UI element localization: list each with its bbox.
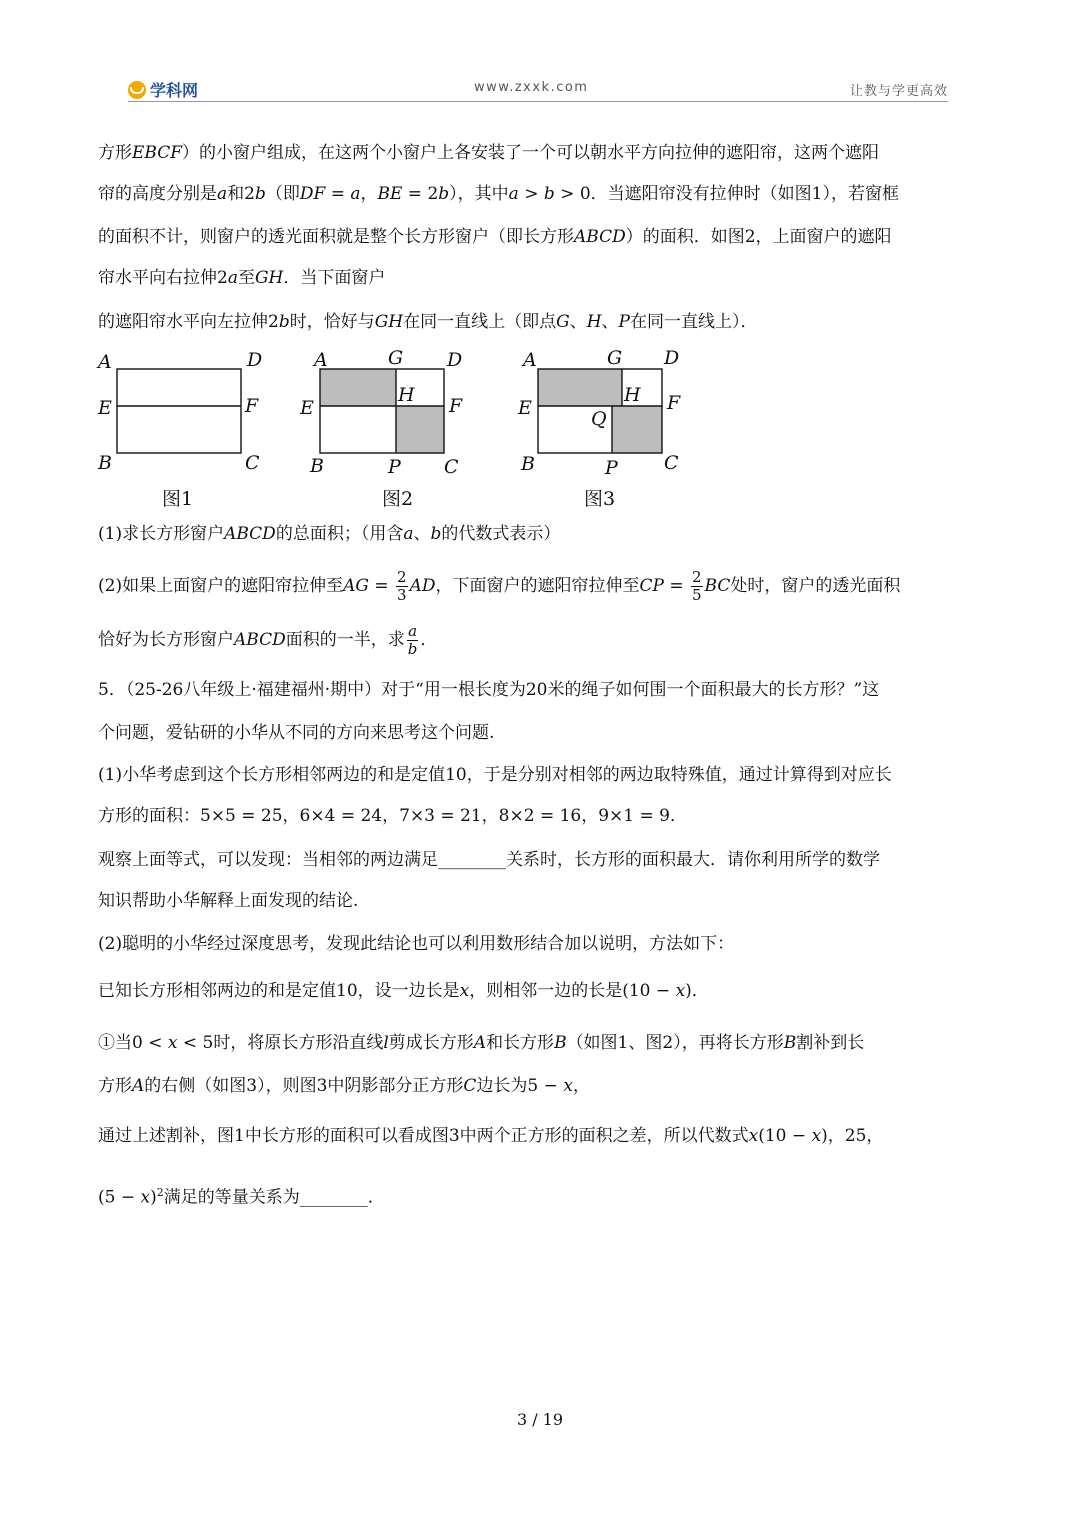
label-H: H — [398, 384, 415, 406]
label-A: A — [98, 351, 112, 373]
label-C: C — [664, 452, 679, 474]
text-line: 的面积不计，则窗户的透光面积就是整个长方形窗户（即长方形ABCD）的面积．如图2，上面窗户的遮阳 — [98, 227, 892, 247]
problem-5-line: (2)聪明的小华经过深度思考，发现此结论也可以利用数形结合加以说明，方法如下： — [98, 934, 735, 954]
fraction: $\frac{a}{b}$ — [407, 622, 418, 658]
figure-1-caption: 图1 — [162, 488, 194, 510]
figure-3 — [516, 342, 696, 481]
label-E: E — [300, 397, 314, 419]
slogan: 让教与学更高效 — [849, 84, 948, 99]
label-D: D — [447, 349, 463, 371]
logo — [128, 78, 198, 101]
figure-3-caption: 图3 — [584, 488, 616, 510]
label-D: D — [247, 349, 263, 371]
logo-icon — [128, 81, 146, 99]
label-C: C — [245, 452, 260, 472]
logo-text: 学科网 — [150, 81, 199, 100]
label-Q: Q — [591, 408, 607, 430]
question-1: (1)求长方形窗户ABCD的总面积；（用含a、b的代数式表示） — [98, 524, 561, 544]
problem-5-line: 方形的面积：5×5 = 25，6×4 = 24，7×3 = 21，8×2 = 16，9×1 = 9． — [98, 806, 687, 826]
figure-2 — [298, 342, 478, 481]
text-line: 帘的高度分别是a和2b（即DF = a，BE = 2b），其中a > b > 0．当遮阳帘没有拉伸时（如图1），若窗框 — [98, 184, 899, 204]
problem-5-line: 5．（25-26八年级上·福建福州·期中）对于“用一根长度为20米的绳子如何围一个面积最大的长方形？”这 — [98, 680, 880, 700]
label-F: F — [245, 395, 259, 417]
problem-5-line: 知识帮助小华解释上面发现的结论. — [98, 891, 359, 911]
label-D: D — [664, 347, 680, 369]
label-B: B — [521, 453, 535, 475]
problem-5-line: 个问题，爱钻研的小华从不同的方向来思考这个问题. — [98, 723, 495, 743]
problem-5-line: (1)小华考虑到这个长方形相邻两边的和是定值10，于是分别对相邻的两边取特殊值，通过计算得到对应长 — [98, 765, 892, 785]
label-G: G — [607, 347, 623, 369]
page-header — [128, 76, 948, 102]
problem-5-line: ①当0 < x < 5时，将原长方形沿直线l剪成长方形A和长方形B（如图1、图2），再将长方形B割补到长 — [98, 1033, 865, 1053]
fraction: $\frac{2}{3}$ — [397, 568, 407, 604]
problem-5-line: 已知长方形相邻两边的和是定值10，设一边长是x，则相邻一边的长是(10 − x)． — [98, 981, 709, 1001]
site-url: www.zxxk.com — [474, 80, 589, 95]
label-C: C — [444, 456, 459, 477]
text-line: 帘水平向右拉伸2a至GH．当下面窗户 — [98, 268, 386, 288]
label-P: P — [388, 456, 401, 477]
label-B: B — [98, 452, 112, 472]
figure-2-caption: 图2 — [382, 488, 414, 510]
header-divider — [128, 101, 948, 102]
label-E: E — [518, 397, 532, 419]
problem-5-line: 观察上面等式，可以发现：当相邻的两边满足________关系时，长方形的面积最大．请你利用所学的数学 — [98, 850, 880, 870]
label-H: H — [624, 384, 641, 406]
label-A: A — [523, 349, 537, 371]
fraction: $\frac{2}{5}$ — [692, 568, 702, 604]
label-F: F — [449, 395, 463, 417]
question-2: (2)如果上面窗户的遮阳帘拉伸至AG = $\frac{2}{3}$ AD，下面窗户的遮阳帘拉伸至CP = $\frac{2}{5}$ BC处时，窗户的透光面积 — [98, 568, 901, 604]
label-B: B — [310, 455, 324, 477]
problem-5-line: $(5 - x)^2$满足的等量关系为________． — [98, 1186, 385, 1208]
question-2-cont: 恰好为长方形窗户ABCD面积的一半，求 $\frac{a}{b}$ ． — [98, 622, 438, 658]
text-line: 的遮阳帘水平向左拉伸2b时，恰好与GH在同一直线上（即点G、H、P在同一直线上）． — [98, 312, 758, 332]
label-E: E — [98, 397, 112, 419]
text-line: 方形EBCF）的小窗户组成，在这两个小窗户上各安装了一个可以朝水平方向拉伸的遮阳帘，这两个遮阳 — [98, 143, 880, 163]
label-G: G — [388, 347, 404, 369]
problem-5-line: 通过上述割补，图1中长方形的面积可以看成图3中两个正方形的面积之差，所以代数式x(10 − x)，25， — [98, 1126, 884, 1146]
label-P: P — [605, 457, 618, 477]
label-A: A — [314, 349, 328, 371]
page-number: 3 / 19 — [516, 1410, 564, 1429]
figure-1 — [95, 342, 275, 476]
problem-5-line: 方形A的右侧（如图3），则图3中阴影部分正方形C边长为5 − x， — [98, 1076, 590, 1096]
label-F: F — [667, 392, 681, 414]
